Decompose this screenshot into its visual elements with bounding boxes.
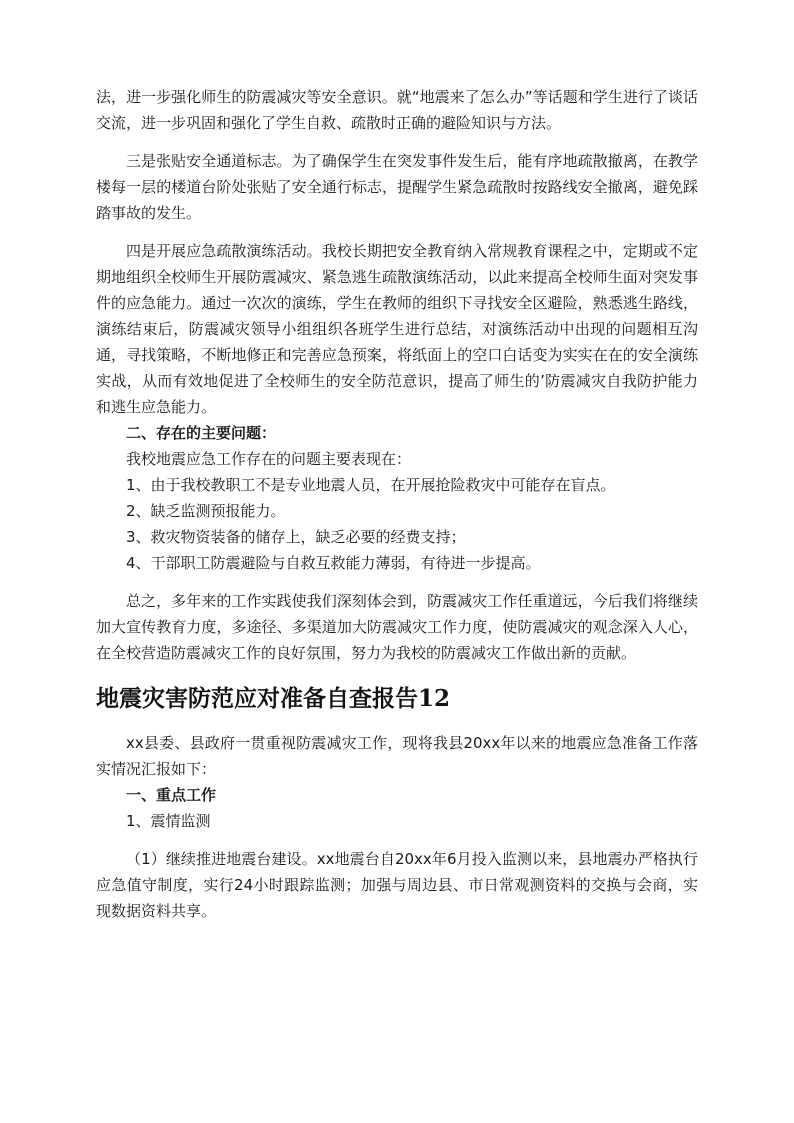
problem-item-1: 1、由于我校教职工不是专业地震人员，在开展抢险救灾中可能存在盲点。 <box>126 476 616 494</box>
paragraph-problems-intro: 我校地震应急工作存在的问题主要表现在： <box>126 450 412 468</box>
paragraph-summary: 总之，多年来的工作实践使我们深刻体会到，防震减灾工作任重道远，今后我们将继续加大宣传教育力度，多途径、多渠道加大防震减灾工作力度，使防震减灾的观念深入人心，在全校营造防震减灾工作的良好氛围，努力为我校的防震减灾工作做出新的贡献。 <box>96 592 698 662</box>
paragraph-continuation: 法，进一步强化师生的防震减灾等安全意识。就“地震来了怎么办”等话题和学生进行了谈话交流，进一步巩固和强化了学生自救、疏散时正确的避险知识与方法。 <box>96 88 698 132</box>
paragraph-report-intro: xx县委、县政府一贯重视防震减灾工作，现将我县20xx年以来的地震应急准备工作落实情况汇报如下： <box>96 734 698 778</box>
document-page <box>96 84 698 924</box>
problem-item-4: 4、干部职工防震避险与自救互救能力薄弱，有待进一步提高。 <box>126 554 541 572</box>
section-heading-problems: 二、存在的主要问题： <box>126 424 277 442</box>
paragraph-point-three: 三是张贴安全通道标志。为了确保学生在突发事件发生后，能有序地疏散撤离，在教学楼每一层的楼道台阶处张贴了安全通行标志，提醒学生紧急疏散时按路线安全撤离，避免踩踏事故的发生。 <box>96 152 698 222</box>
section-heading-key-work: 一、重点工作 <box>126 786 217 804</box>
paragraph-monitoring-1: （1）继续推进地震台建设。xx地震台自20xx年6月投入监测以来，县地震办严格执行应急值守制度，实行24小时跟踪监测；加强与周边县、市日常观测资料的交换与会商，实现数据资料共享。 <box>96 850 698 920</box>
problem-item-3: 3、救灾物资装备的储存上，缺乏必要的经费支持； <box>126 528 466 546</box>
problem-item-2: 2、缺乏监测预报能力。 <box>126 502 286 520</box>
report-title: 地震灾害防范应对准备自查报告12 <box>96 685 451 712</box>
subheading-monitoring: 1、震情监测 <box>126 812 211 830</box>
paragraph-point-four: 四是开展应急疏散演练活动。我校长期把安全教育纳入常规教育课程之中，定期或不定期地组织全校师生开展防震减灾、紧急逃生疏散演练活动，以此来提高全校师生面对突发事件的应急能力。通过一次次的演练，学生在教师的组织下寻找安全区避险，熟悉逃生路线，演练结束后，防震减灾领导小组组织各班学生进行总结，对演练活动中出现的问题相互沟通，寻找策略，不断地修正和完善应急预案，将纸面上的空口白话变为实实在在的安全演练实战，从而有效地促进了全校师生的安全防范意识，提高了师生的’防震减灾自我防护能力和逃生应急能力。 <box>96 242 698 416</box>
